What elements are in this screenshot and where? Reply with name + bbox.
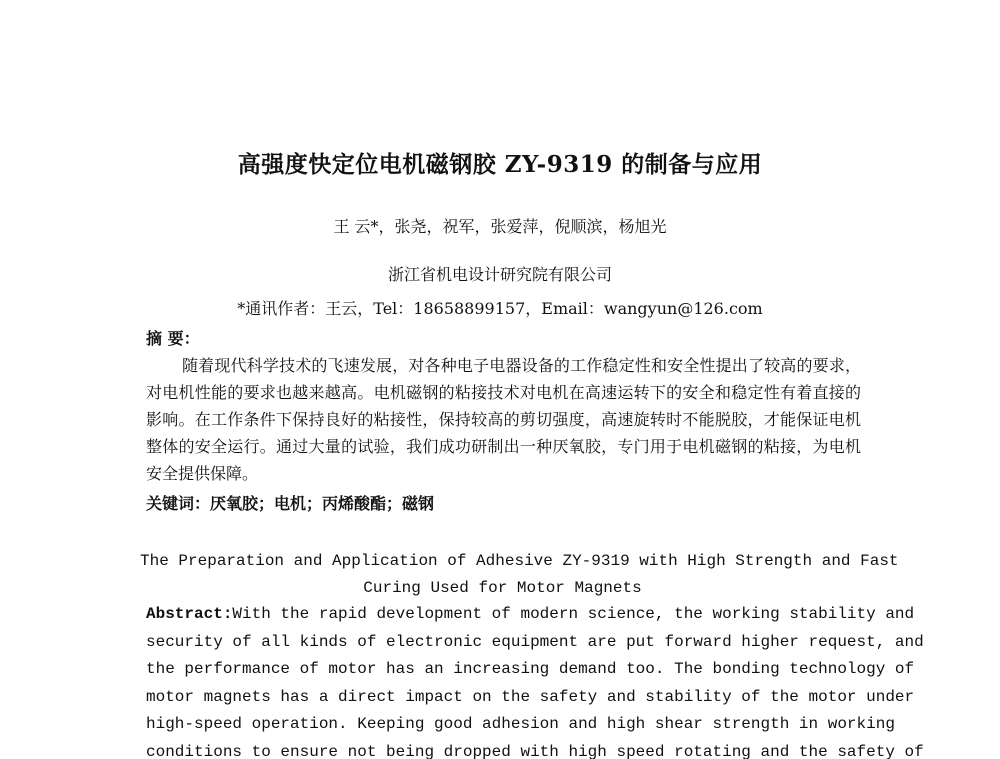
abstract-label-cn: 摘 要： [146, 329, 200, 348]
corresponding-author: *通讯作者：王云，Tel：18658899157，Email：wangyun@126.com [237, 299, 763, 318]
affiliation: 浙江省机电设计研究院有限公司 [387, 265, 612, 284]
abstract-en-line: conditions to ensure not being dropped with high speed rotating and the safety of [146, 742, 924, 759]
abstract-en-line: high-speed operation. Keeping good adhesion and high shear strength in working [146, 715, 895, 733]
abstract-en-line: motor magnets has a direct impact on the safety and stability of the motor under [146, 687, 915, 706]
title-en-line: The Preparation and Application of Adhesive ZY-9319 with High Strength and Fast [140, 552, 899, 570]
keywords-cn: 关键词：厌氧胶；电机；丙烯酸酯；磁钢 [146, 494, 435, 513]
abstract-label-en: Abstract: [146, 605, 233, 623]
author-list: 王 云*，张尧，祝军，张爱萍，倪顺滨，杨旭光 [333, 217, 667, 236]
abstract-en-line: security of all kinds of electronic equipment are put forward higher request, and [146, 632, 924, 651]
abstract-en-text: With the rapid development of modern science, the working stability and [232, 605, 915, 623]
paper-title-en [140, 548, 899, 602]
abstract-en [146, 601, 924, 759]
abstract-en-line [146, 601, 915, 629]
title-en-line: Curing Used for Motor Magnets [363, 579, 642, 597]
abstract-cn: 随着现代科学技术的飞速发展，对各种电子电器设备的工作稳定性和安全性提出了较高的要求， 对电机性能的要求也越来越高。电机磁钢的粘接技术对电机在高速运转下的安全和稳定性有着直接的影响。在工作条件下保持良好的粘接性，保持较高的剪切强度，高速旋转时不能脱胶，才能保证电机整体的安全运行。通过大量的试验，我们成功研制出一种厌氧胶，专门用于电机磁钢的粘接，为电机安全提供保障。 [146, 356, 861, 483]
abstract-en-line: the performance of motor has an increasing demand too. The bonding technology of [146, 660, 915, 678]
paper-title-cn: 高强度快定位电机磁钢胶 ZY-9319 的制备与应用 [237, 151, 763, 178]
